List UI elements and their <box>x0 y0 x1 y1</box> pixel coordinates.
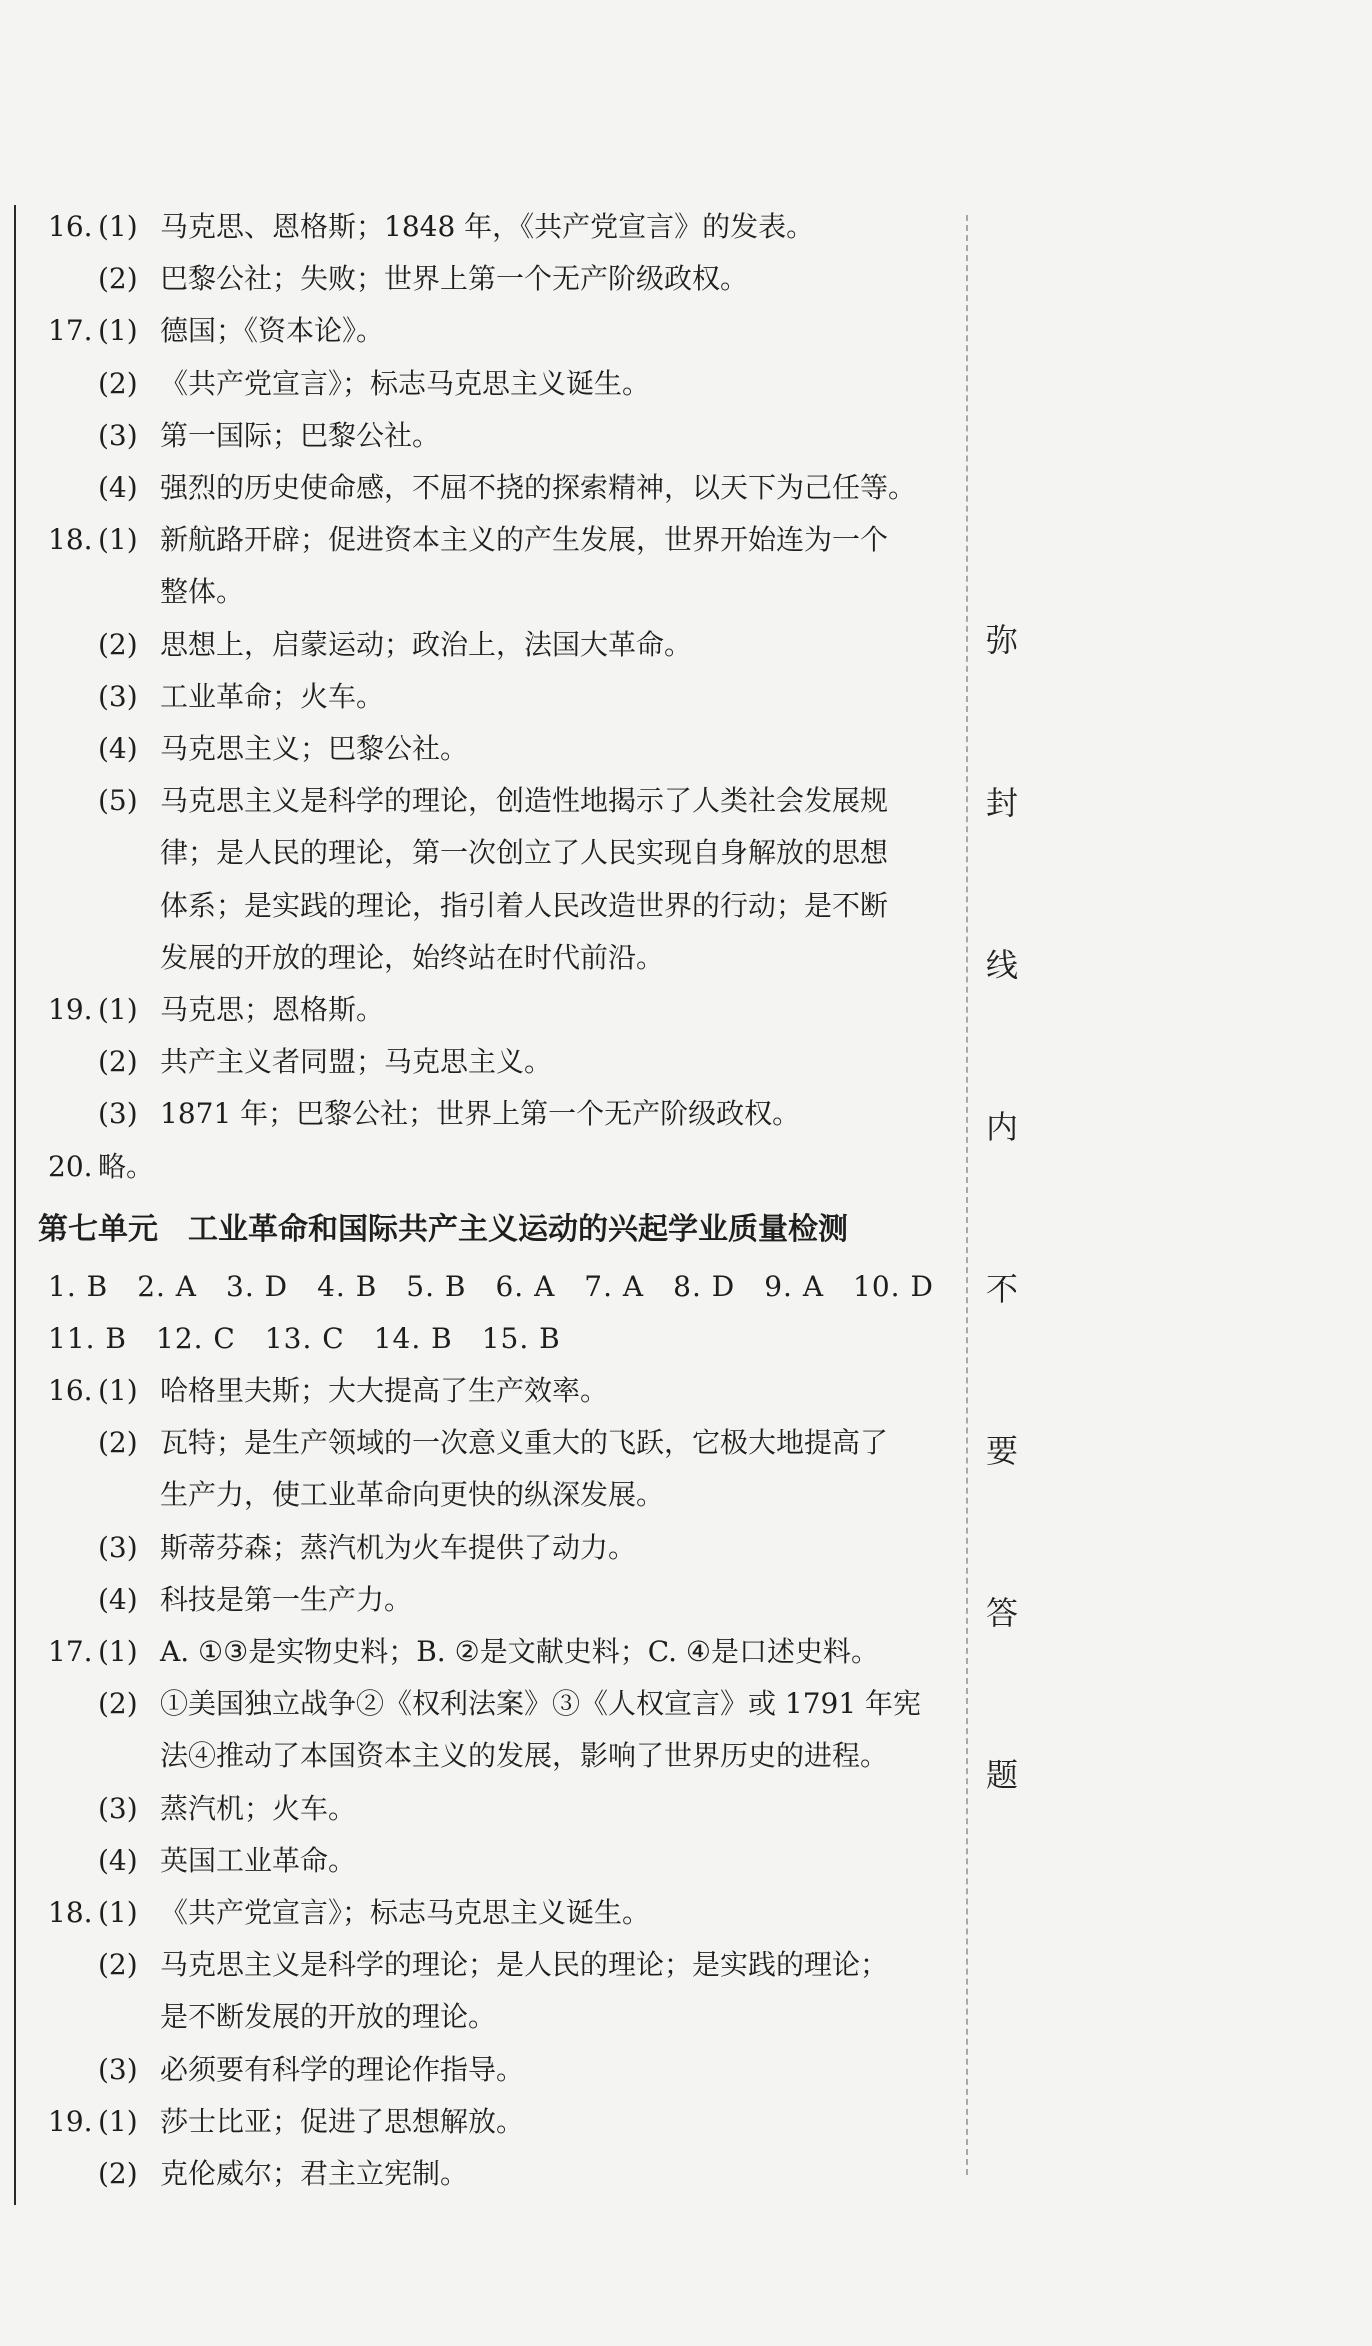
sub-question-number: (1) <box>98 1896 138 1929</box>
sub-question-number: (2) <box>98 366 138 400</box>
seal-char: 答 <box>985 1594 1018 1632</box>
sub-question-number: (1) <box>98 1374 138 1407</box>
sub-question-number: (2) <box>98 1948 138 1982</box>
sub-question-number: (1) <box>98 210 138 243</box>
answer-text: 体系；是实践的理论，指引着人民改造世界的行动；是不断 <box>160 888 889 922</box>
answer-text: 德国；《资本论》。 <box>160 314 385 348</box>
sub-question-number: (2) <box>98 262 138 296</box>
seal-char: 封 <box>985 784 1018 822</box>
answer-text: 《共产党宣言》；标志马克思主义诞生。 <box>160 1896 651 1929</box>
question-number: 19. <box>48 2104 93 2138</box>
sub-question-number: (1) <box>98 314 138 348</box>
answer-text: 思想上，启蒙运动；政治上，法国大革命。 <box>160 627 693 661</box>
seal-char: 要 <box>985 1432 1018 1470</box>
sub-question-number: (2) <box>98 627 138 661</box>
sub-question-number: (2) <box>98 1426 138 1460</box>
answer-text: 马克思主义是科学的理论；是人民的理论；是实践的理论； <box>160 1948 889 1982</box>
answer-text: 哈格里夫斯；大大提高了生产效率。 <box>160 1374 609 1407</box>
answer-text: ①美国独立战争②《权利法案》③《人权宣言》或 1791 年宪 <box>160 1687 922 1721</box>
question-number: 16. <box>48 1374 93 1407</box>
sub-question-number: (1) <box>98 1635 138 1668</box>
answer-text: 法④推动了本国资本主义的发展，影响了世界历史的进程。 <box>160 1739 889 1773</box>
answer-text: 第一国际；巴黎公社。 <box>160 418 441 452</box>
sub-question-number: (4) <box>98 1582 138 1616</box>
answer-text: 必须要有科学的理论作指导。 <box>160 2052 525 2086</box>
sub-question-number: (1) <box>98 523 138 557</box>
answer-text: 工业革命；火车。 <box>160 679 385 713</box>
sub-question-number: (2) <box>98 1687 138 1721</box>
answer-text: 是不断发展的开放的理论。 <box>160 2000 497 2034</box>
answer-text: 马克思主义；巴黎公社。 <box>160 732 469 765</box>
sub-question-number: (1) <box>98 993 138 1026</box>
answer-text: 瓦特；是生产领域的一次意义重大的飞跃，它极大地提高了 <box>160 1426 889 1460</box>
answer-text: 蒸汽机；火车。 <box>160 1791 357 1825</box>
question-number: 17. <box>48 1635 93 1668</box>
answer-text: 斯蒂芬森；蒸汽机为火车提供了动力。 <box>160 1530 637 1564</box>
answer-text: 发展的开放的理论，始终站在时代前沿。 <box>160 940 665 974</box>
seal-char: 内 <box>985 1108 1018 1146</box>
seal-char: 不 <box>985 1270 1018 1308</box>
answer-text: 莎士比亚；促进了思想解放。 <box>160 2104 525 2138</box>
sub-question-number: (4) <box>98 1843 138 1877</box>
left-margin-rule <box>14 205 16 2205</box>
question-number: 16. <box>48 210 93 243</box>
sub-question-number: (2) <box>98 2157 138 2190</box>
unit-heading: 第七单元 工业革命和国际共产主义运动的兴起学业质量检测 <box>38 1212 848 1247</box>
answer-text: 生产力，使工业革命向更快的纵深发展。 <box>160 1478 665 1512</box>
answer-text: 《共产党宣言》；标志马克思主义诞生。 <box>160 366 651 400</box>
seal-char: 题 <box>985 1756 1018 1794</box>
sub-question-number: (1) <box>98 2104 138 2138</box>
sub-question-number: (3) <box>98 679 138 713</box>
question-number: 20. <box>48 1149 93 1183</box>
answer-text: 马克思；恩格斯。 <box>160 993 385 1026</box>
seal-char: 线 <box>985 946 1018 984</box>
answer-text: 科技是第一生产力。 <box>160 1582 413 1616</box>
question-number: 18. <box>48 523 93 557</box>
answer-text: 强烈的历史使命感，不屈不挠的探索精神，以天下为己任等。 <box>160 471 917 504</box>
answer-text: 律；是人民的理论，第一次创立了人民实现自身解放的思想 <box>160 836 889 870</box>
answer-text: 1. B 2. A 3. D 4. B 5. B 6. A 7. A 8. D 9. A 10. D <box>48 1270 934 1303</box>
sub-question-number: (3) <box>98 1097 138 1131</box>
answer-text: 英国工业革命。 <box>160 1843 357 1877</box>
answer-text: 新航路开辟；促进资本主义的产生发展，世界开始连为一个 <box>160 523 889 557</box>
answer-text: 马克思、恩格斯；1848 年，《共产党宣言》的发表。 <box>160 210 815 243</box>
answer-text: 11. B 12. C 13. C 14. B 15. B <box>48 1322 561 1356</box>
question-number: 18. <box>48 1896 93 1929</box>
answer-text: 整体。 <box>160 575 245 609</box>
sub-question-number: (3) <box>98 1791 138 1825</box>
sub-question-number: (3) <box>98 418 138 452</box>
seal-char: 弥 <box>985 621 1018 659</box>
answer-text: A. ①③是实物史料；B. ②是文献史料；C. ④是口述史料。 <box>160 1635 880 1668</box>
sub-question-number: (3) <box>98 2052 138 2086</box>
answer-text: 共产主义者同盟；马克思主义。 <box>160 1045 553 1079</box>
sub-question-number: (3) <box>98 1530 138 1564</box>
question-number: 17. <box>48 314 93 348</box>
question-number: 19. <box>48 993 93 1026</box>
sub-question-number: (4) <box>98 471 138 504</box>
answer-text: 克伦威尔；君主立宪制。 <box>160 2157 469 2190</box>
answer-text: 略。 <box>98 1149 155 1183</box>
sub-question-number: (4) <box>98 732 138 765</box>
answer-text: 巴黎公社；失败；世界上第一个无产阶级政权。 <box>160 262 749 296</box>
answer-text: 马克思主义是科学的理论，创造性地揭示了人类社会发展规 <box>160 784 889 818</box>
seal-dashed-line <box>966 215 968 2175</box>
answer-text: 1871 年；巴黎公社；世界上第一个无产阶级政权。 <box>160 1097 801 1131</box>
sub-question-number: (2) <box>98 1045 138 1079</box>
sub-question-number: (5) <box>98 784 138 818</box>
